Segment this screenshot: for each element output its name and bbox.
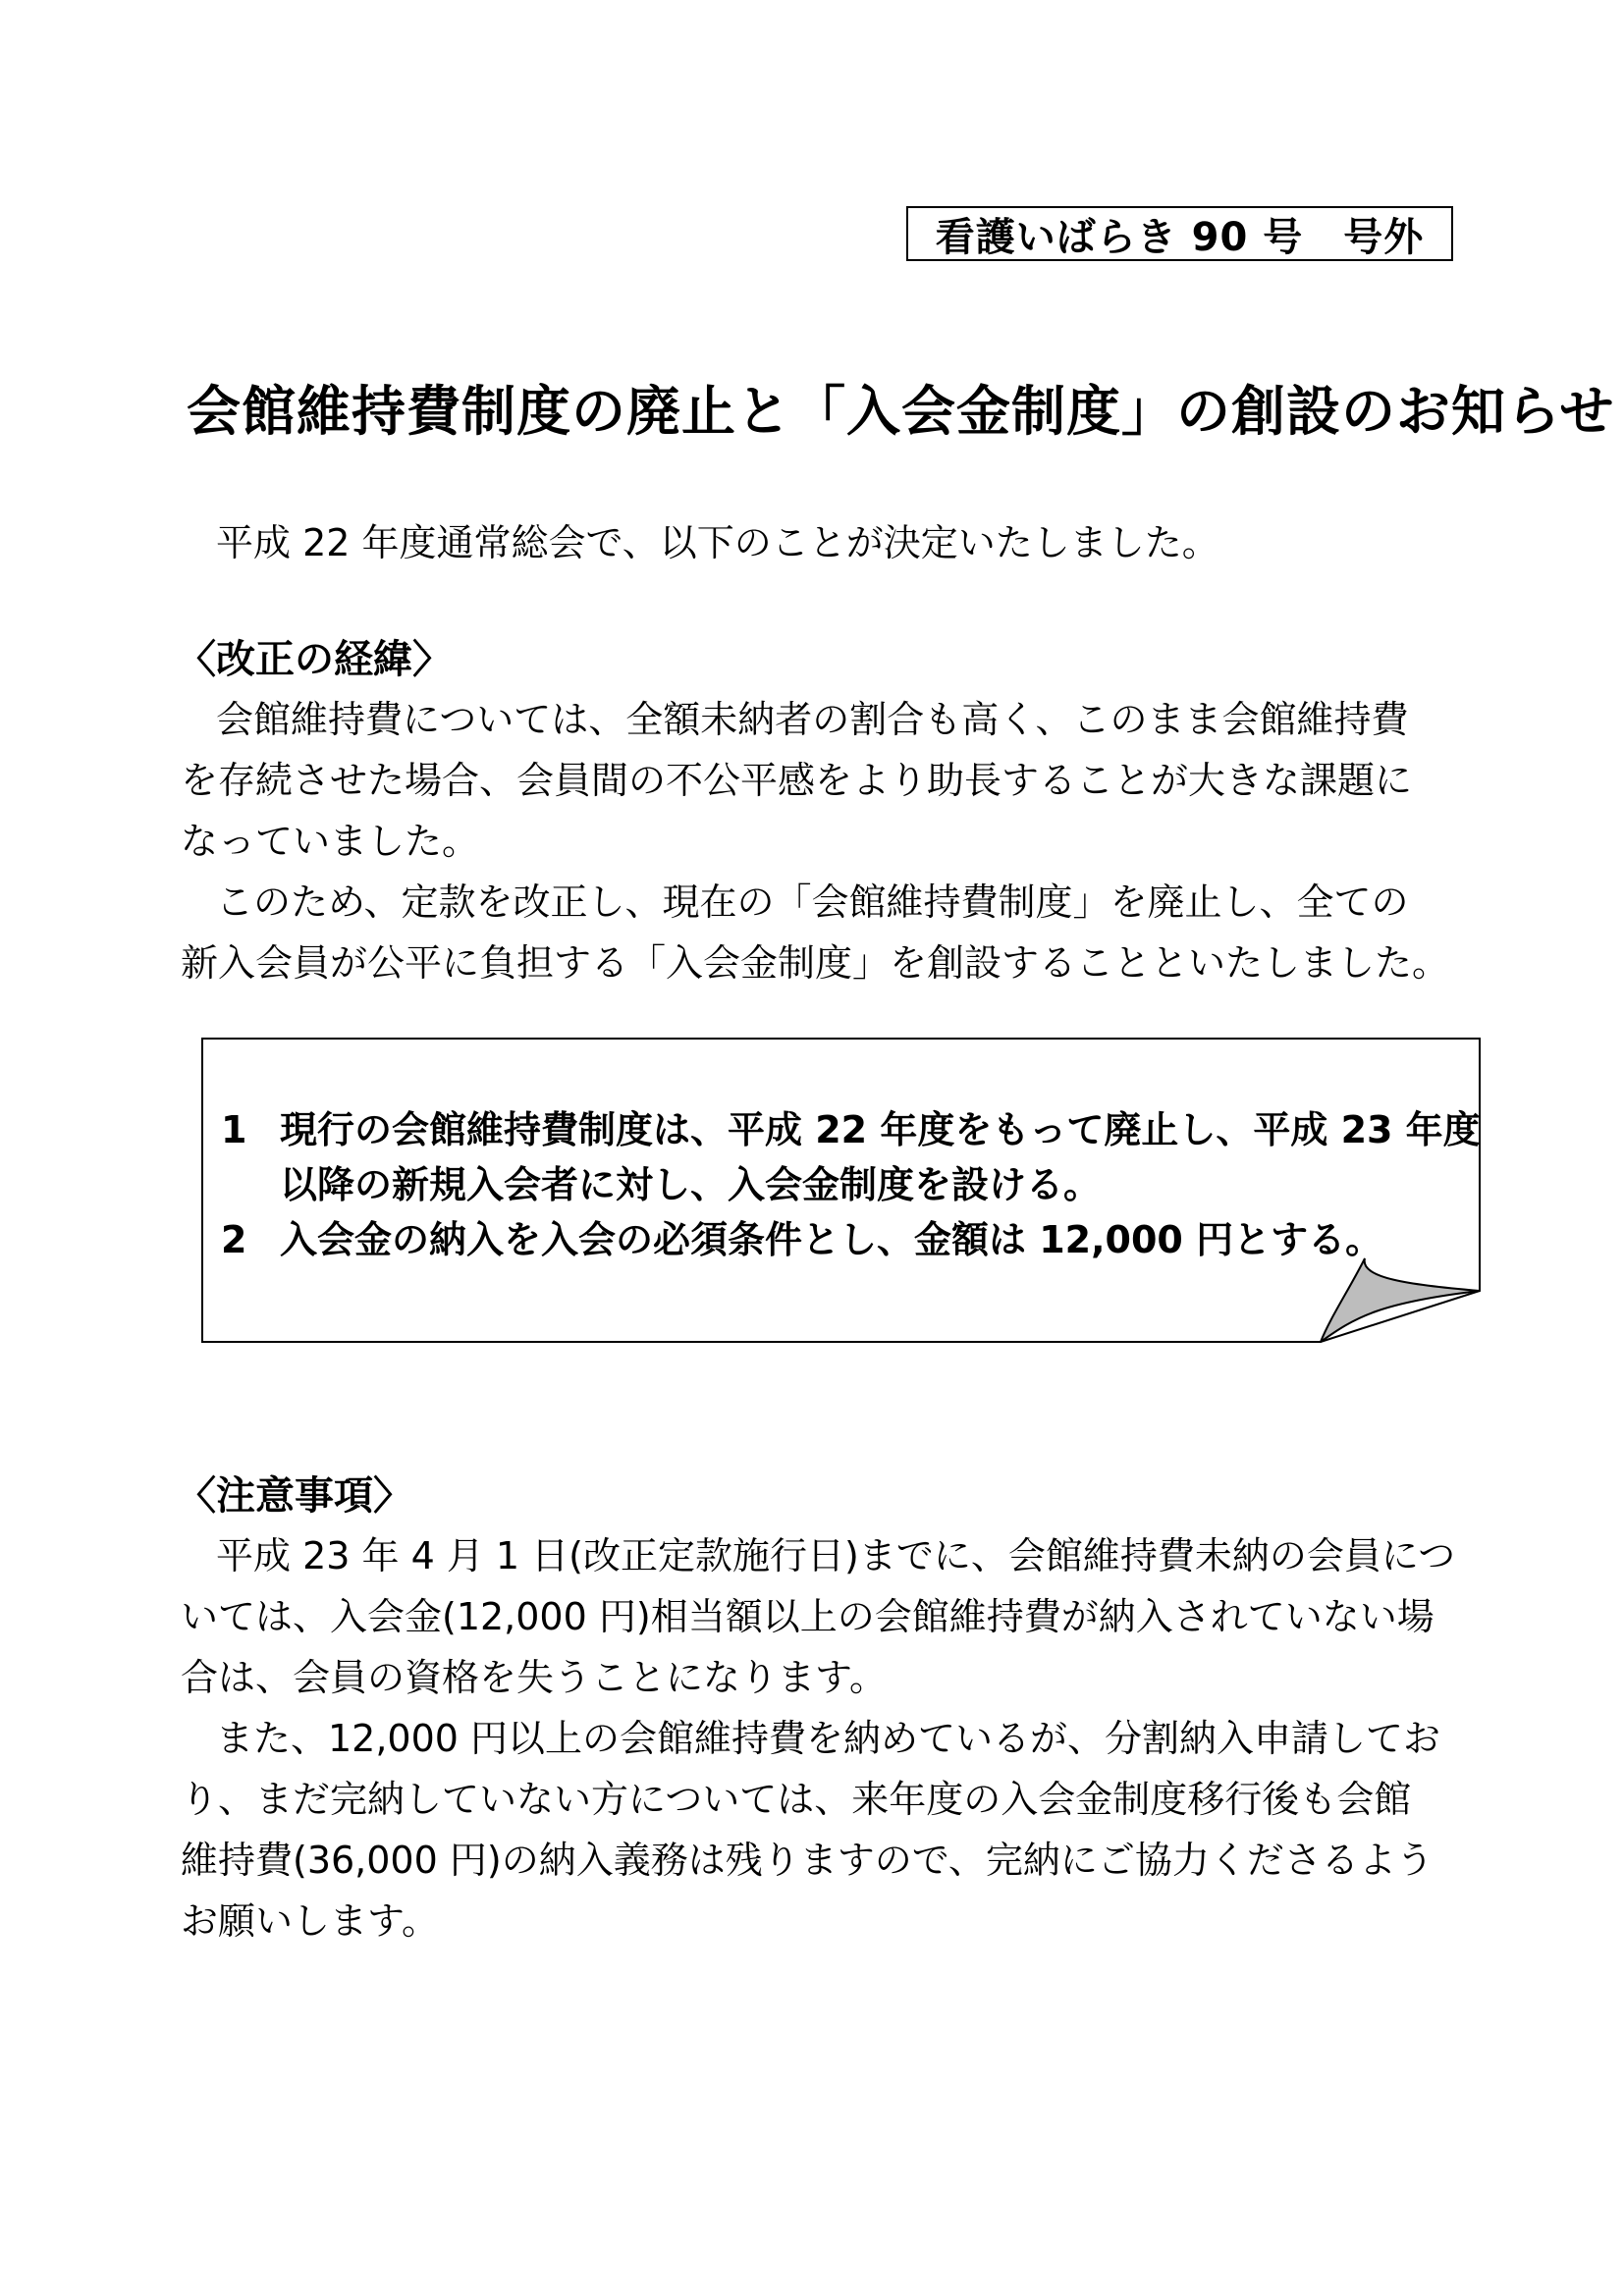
background-line-3: なっていました。	[181, 820, 480, 863]
background-line-5: 新入会員が公平に負担する「入会金制度」を創設することといたしました。	[181, 941, 1450, 985]
background-line-1: 会館維持費については、全額未納者の割合も高く、このまま会館維持費	[216, 698, 1409, 741]
notes-line-5: り、まだ完納していない方については、来年度の入会金制度移行後も会館	[181, 1778, 1412, 1821]
decision-box	[201, 1038, 1481, 1343]
page-title: 会館維持費制度の廃止と「入会金制度」の創設のお知らせ	[187, 380, 1615, 443]
decision-1-line-2: 以降の新規入会者に対し、入会金制度を設ける。	[280, 1163, 1102, 1206]
notes-heading: 〈注意事項〉	[177, 1473, 412, 1519]
background-line-4: このため、定款を改正し、現在の「会館維持費制度」を廃止し、全ての	[216, 881, 1409, 924]
decision-number: 2	[221, 1218, 247, 1261]
notes-line-6: 維持費(36,000 円)の納入義務は残りますので、完納にご協力くださるよう	[181, 1839, 1434, 1882]
background-heading: 〈改正の経緯〉	[177, 637, 452, 682]
background-line-2: を存続させた場合、会員間の不公平感をより助長することが大きな課題に	[181, 759, 1413, 802]
notes-line-3: 合は、会員の資格を失うことになります。	[181, 1656, 887, 1699]
notes-line-7: お願いします。	[181, 1899, 439, 1943]
notes-line-1: 平成 23 年 4 月 1 日(改正定款施行日)までに、会館維持費未納の会員につ	[216, 1534, 1456, 1577]
decision-2-line-1: 入会金の納入を入会の必須条件とし、金額は 12,000 円とする。	[280, 1218, 1383, 1261]
notes-line-2: いては、入会金(12,000 円)相当額以上の会館維持費が納入されていない場	[181, 1595, 1435, 1638]
publication-tag-box	[906, 206, 1453, 261]
publication-tag: 看護いばらき 90 号 号外	[935, 214, 1425, 260]
notes-line-4: また、12,000 円以上の会館維持費を納めているが、分割納入申請してお	[216, 1717, 1441, 1760]
intro-text: 平成 22 年度通常総会で、以下のことが決定いたしました。	[216, 521, 1219, 564]
decision-number: 1	[221, 1108, 247, 1151]
decision-1-line-1: 現行の会館維持費制度は、平成 22 年度をもって廃止し、平成 23 年度	[280, 1108, 1481, 1151]
